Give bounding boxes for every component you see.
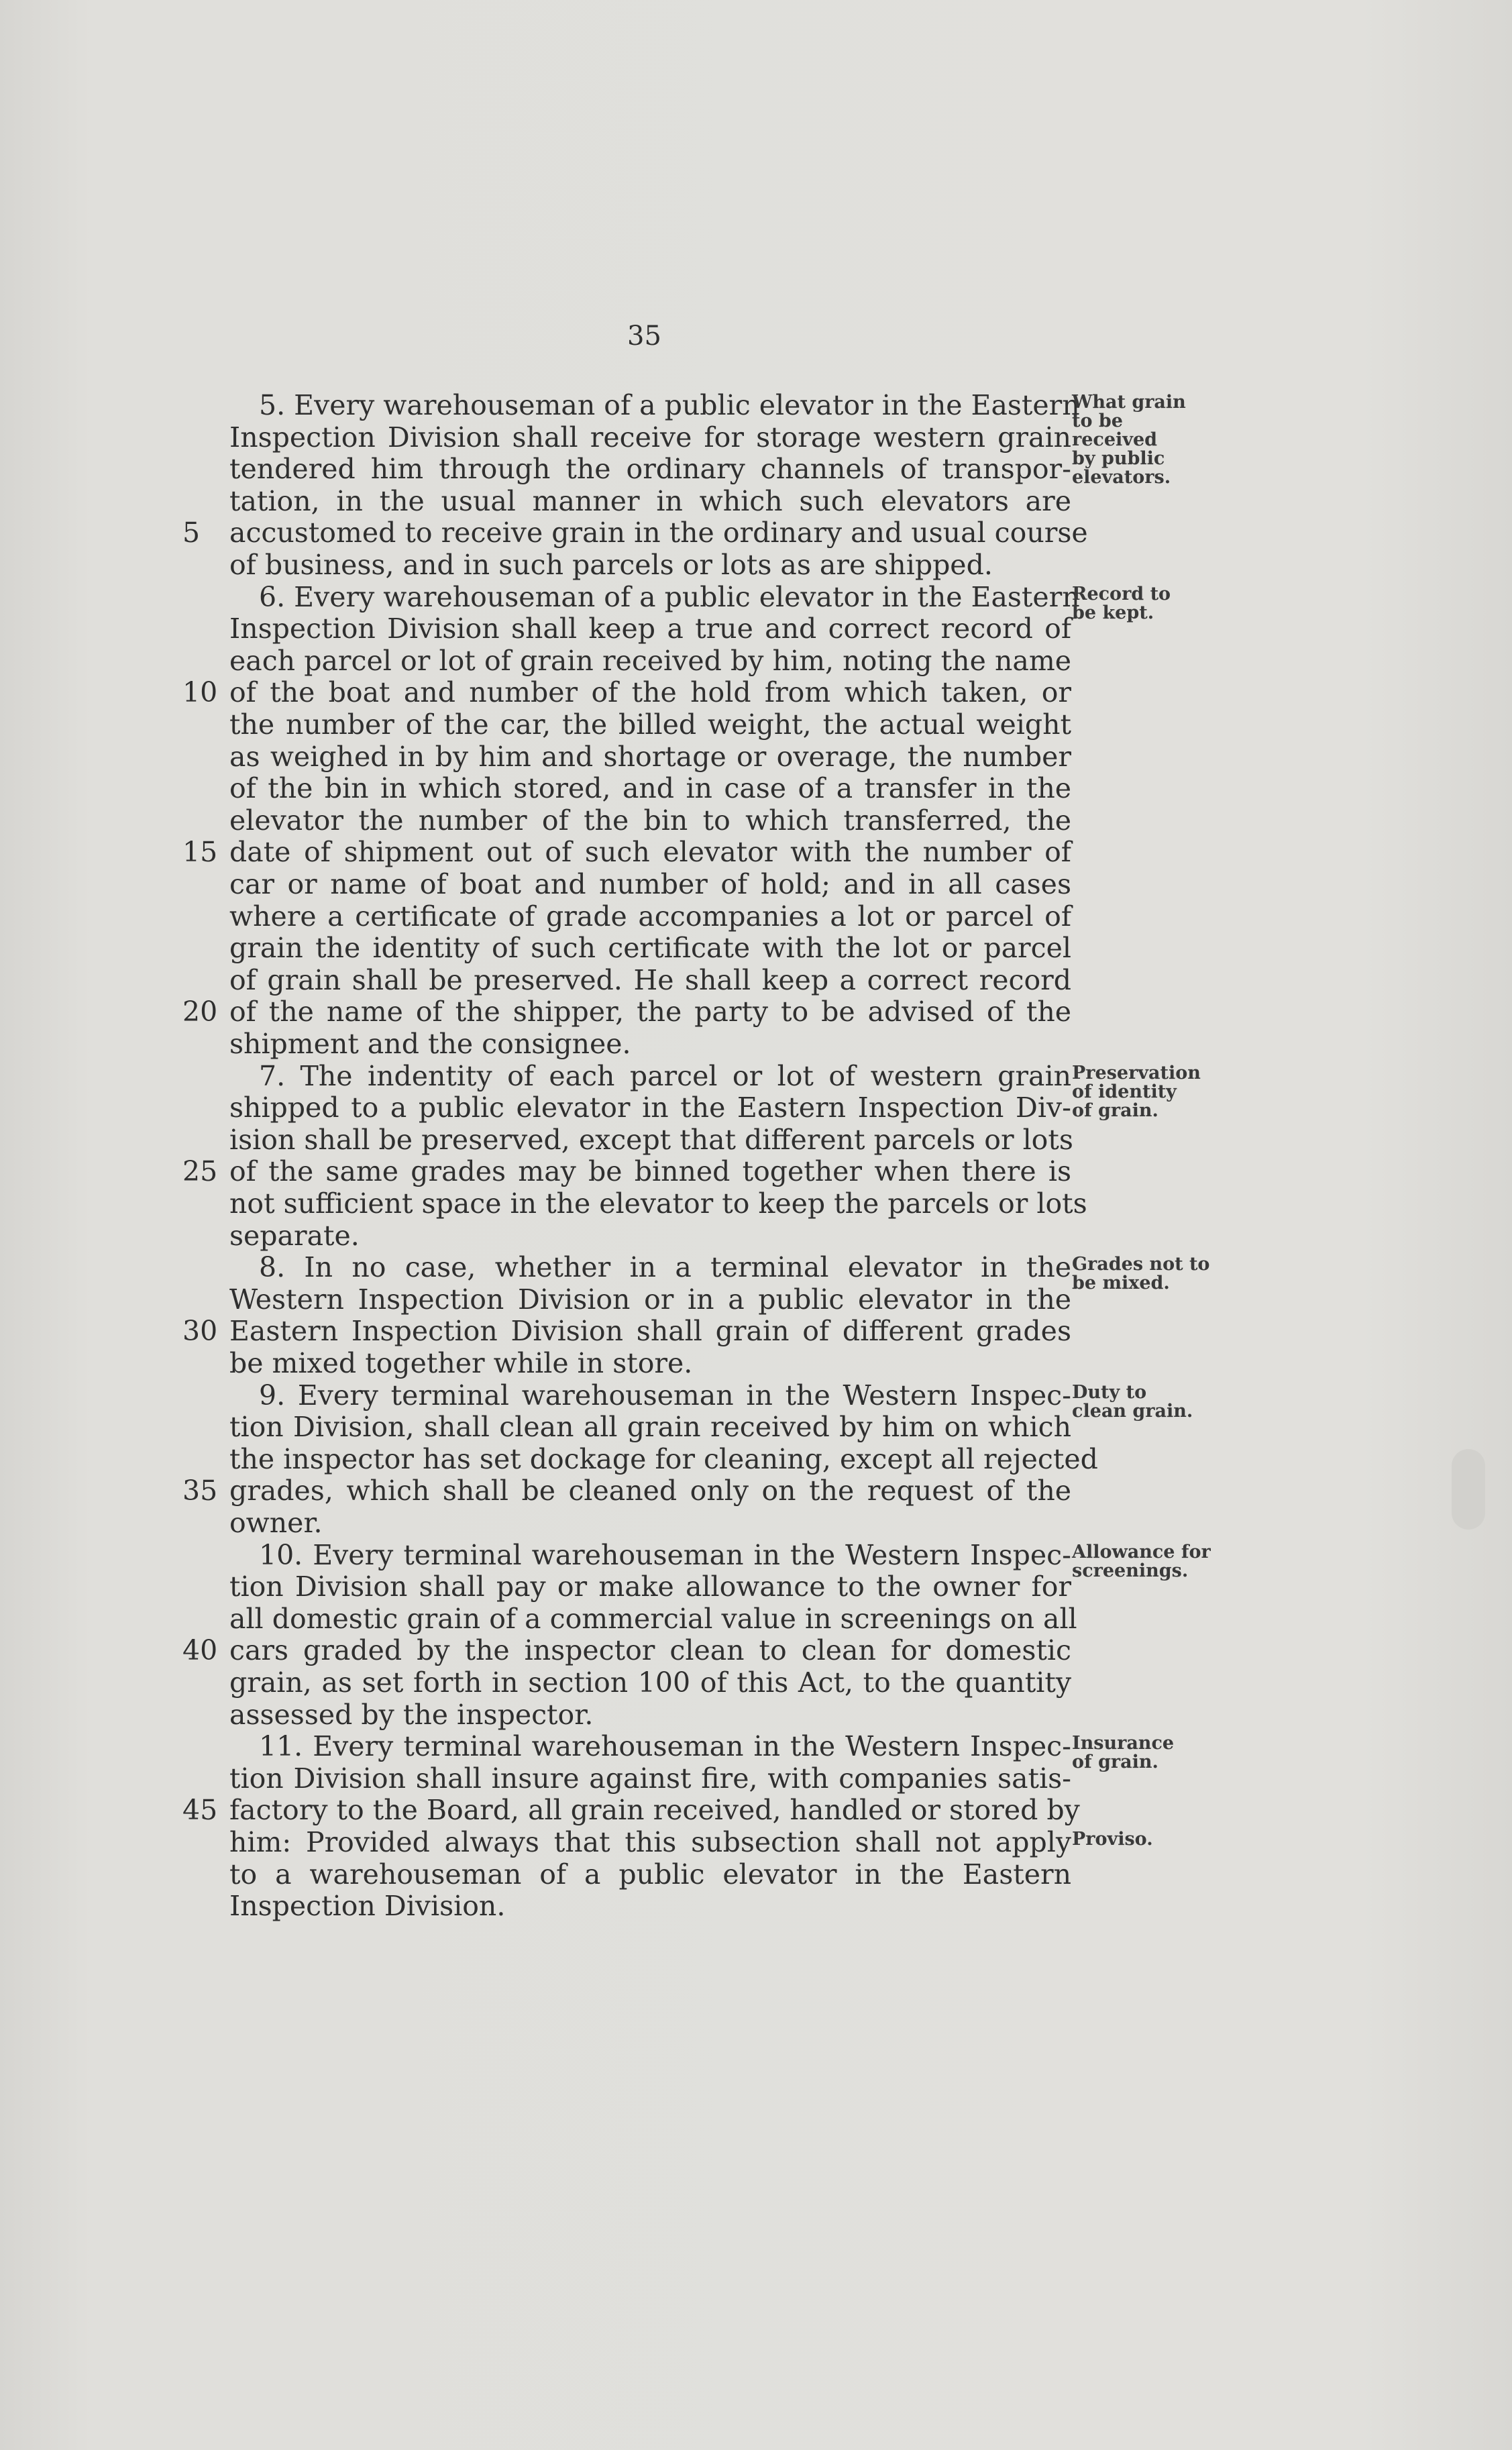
text-line: tion Division shall insure against fire, with companies satis- [229,1762,1071,1795]
text-line: factory to the Board, all grain received, handled or stored by [229,1794,1080,1827]
text-line: Inspection Division shall receive for storage western grain [229,421,1071,454]
margin-note: Insurance of grain. [1072,1733,1175,1773]
text-line: Eastern Inspection Division shall grain of different grades [229,1315,1071,1348]
margin-note: Allowance for screenings. [1072,1541,1211,1581]
margin-note: Proviso. [1072,1829,1153,1850]
line-number: 25 [182,1155,218,1188]
line-number: 20 [182,996,218,1028]
line-number: 10 [182,676,218,709]
text-line: owner. [229,1507,323,1539]
text-line: shipped to a public elevator in the Eastern Inspection Div- [229,1091,1071,1124]
text-line: the number of the car, the billed weight, the actual weight [229,708,1071,741]
text-line: 5. Every warehouseman of a public elevator in the Eastern [259,389,1080,421]
line-number: 15 [182,836,218,869]
text-line: car or name of boat and number of hold; and in all cases [229,868,1071,900]
text-line: date of shipment out of such elevator with the number of [229,836,1071,869]
text-line: grain the identity of such certificate with the lot or parcel [229,932,1071,965]
text-line: separate. [229,1219,360,1252]
text-line: shipment and the consignee. [229,1028,631,1060]
margin-note: Duty to clean grain. [1072,1381,1193,1422]
line-number: 35 [182,1475,218,1507]
text-line: grain, as set forth in section 100 of this Act, to the quantity [229,1666,1071,1699]
text-line: assessed by the inspector. [229,1698,594,1731]
text-line: 6. Every warehouseman of a public elevator in the Eastern [259,580,1080,613]
text-line: of the bin in which stored, and in case of a transfer in the [229,772,1071,805]
text-line: be mixed together while in store. [229,1347,693,1379]
text-line: 9. Every terminal warehouseman in the Western Inspec- [259,1379,1071,1412]
text-line: 7. The indentity of each parcel or lot of western grain [259,1059,1071,1092]
line-number: 40 [182,1634,218,1667]
text-line: each parcel or lot of grain received by him, noting the name [229,644,1071,677]
page-smudge [1452,1449,1485,1530]
text-line: Inspection Division. [229,1890,506,1923]
text-line: the inspector has set dockage for cleaning, except all rejected [229,1442,1098,1475]
text-line: tendered him through the ordinary channels of transpor- [229,453,1071,486]
text-line: not sufficient space in the elevator to keep the parcels or lots [229,1187,1087,1220]
margin-note: Record to be kept. [1072,583,1171,623]
text-line: elevator the number of the bin to which transferred, the [229,804,1071,837]
text-line: Western Inspection Division or in a public elevator in the [229,1283,1071,1316]
text-line: cars graded by the inspector clean to clean for domestic [229,1634,1071,1667]
text-line: 11. Every terminal warehouseman in the Western Inspec- [259,1730,1071,1763]
text-line: him: Provided always that this subsection shall not apply [229,1826,1071,1858]
text-line: grades, which shall be cleaned only on the request of the [229,1475,1071,1507]
text-line: of the same grades may be binned together when there is [229,1155,1071,1188]
line-number: 45 [182,1794,218,1827]
text-line: of the boat and number of the hold from which taken, or [229,676,1071,709]
margin-note: Grades not to be mixed. [1072,1254,1210,1294]
text-line: tion Division shall pay or make allowance to the owner for [229,1570,1071,1603]
text-line: ision shall be preserved, except that different parcels or lots [229,1123,1073,1156]
margin-note: Preservation of identity of grain. [1072,1062,1201,1121]
page-number: 35 [627,321,661,352]
text-line: of the name of the shipper, the party to be advised of the [229,996,1071,1028]
text-line: tion Division, shall clean all grain received by him on which [229,1411,1071,1444]
text-line: as weighed in by him and shortage or overage, the number [229,740,1071,773]
line-number: 30 [182,1315,218,1348]
text-line: of grain shall be preserved. He shall keep a correct record [229,963,1071,996]
text-line: Inspection Division shall keep a true and correct record of [229,612,1071,645]
text-line: all domestic grain of a commercial value in screenings on all [229,1602,1077,1635]
text-line: tation, in the usual manner in which such elevators are [229,484,1071,517]
margin-note: What grain to be received by public elevators. [1072,392,1186,488]
text-line: to a warehouseman of a public elevator in the Eastern [229,1858,1071,1890]
text-line: where a certificate of grade accompanies a lot or parcel of [229,900,1071,933]
text-line: 10. Every terminal warehouseman in the Western Inspec- [259,1538,1071,1571]
text-line: accustomed to receive grain in the ordinary and usual course [229,517,1088,549]
text-line: 8. In no case, whether in a terminal elevator in the [259,1251,1071,1284]
text-line: of business, and in such parcels or lots as are shipped. [229,549,993,581]
line-number: 5 [182,517,201,549]
